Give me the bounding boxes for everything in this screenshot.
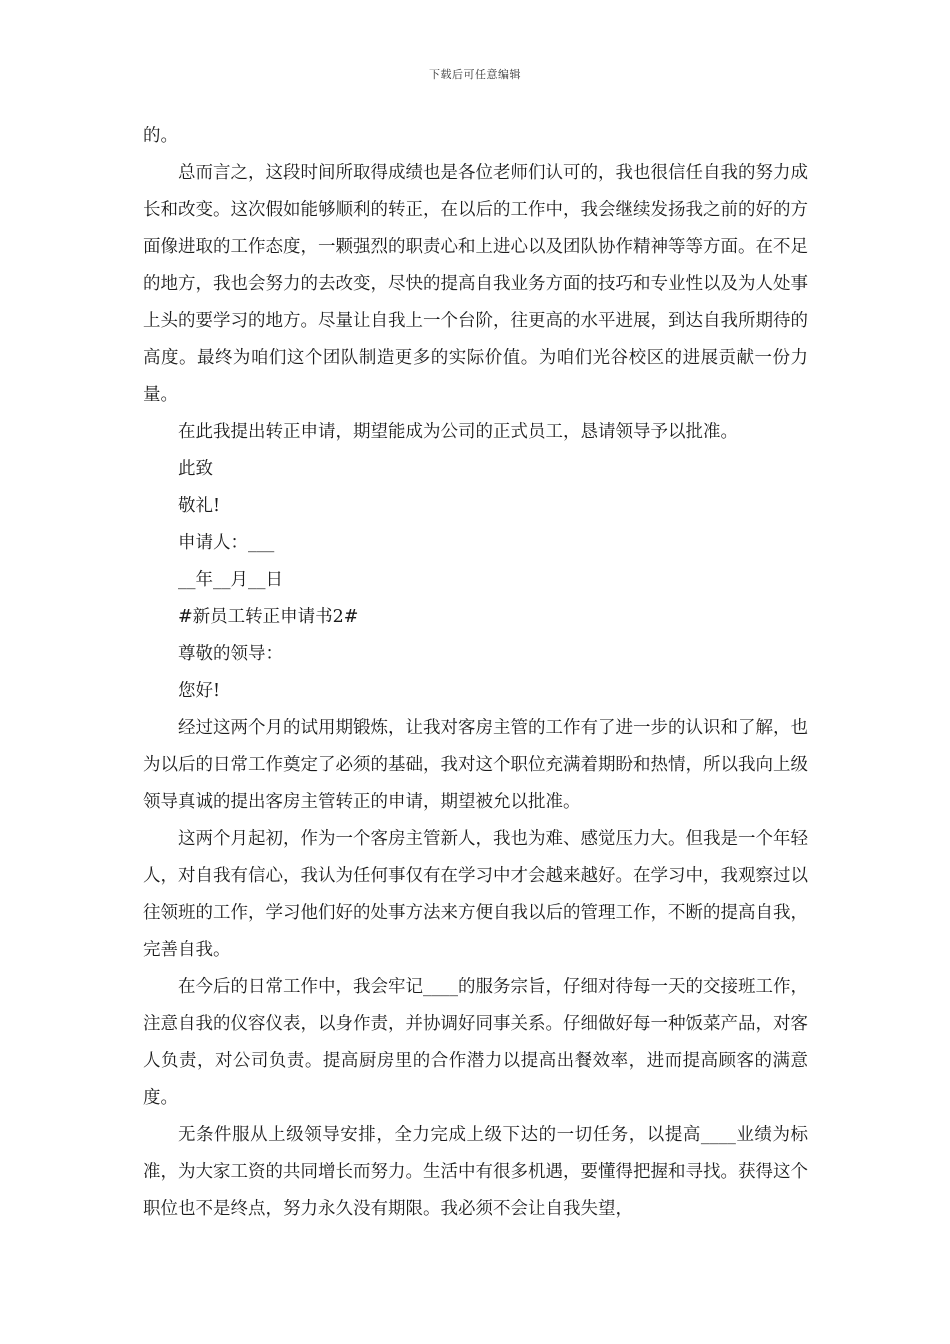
applicant-line: 申请人：___	[178, 533, 275, 553]
closing-regards: 敬礼!	[178, 496, 221, 516]
greeting: 尊敬的领导：	[178, 644, 283, 664]
greeting-hello: 您好!	[178, 681, 221, 701]
closing-salutation: 此致	[178, 459, 213, 479]
paragraph: 在此我提出转正申请，期望能成为公司的正式员工，恳请领导予以批准。	[178, 422, 738, 442]
paragraph: 总而言之，这段时间所取得成绩也是各位老师们认可的，我也很信任自我的努力成长和改变。这次假如能够顺利的转正，在以后的工作中，我会继续发扬我之前的好的方面像进取的工作态度，一颗强烈的职责心和上进心以及团队协作精神等等方面。在不足的地方，我也会努力的去改变，尽快的提高自我业务方面的技巧和专业性以及为人处事上头的要学习的地方。尽量让自我上一个台阶，往更高的水平进展，到达自我所期待的高度。最终为咱们这个团队制造更多的实际价值。为咱们光谷校区的进展贡献一份力量。	[143, 163, 808, 405]
paragraph: 经过这两个月的试用期锻炼，让我对客房主管的工作有了进一步的认识和了解，也为以后的日常工作奠定了必须的基础，我对这个职位充满着期盼和热情，所以我向上级领导真诚的提出客房主管转正的申请，期望被允以批准。	[143, 718, 808, 812]
paragraph: 这两个月起初，作为一个客房主管新人，我也为难、感觉压力大。但我是一个年轻人，对自我有信心，我认为任何事仅有在学习中才会越来越好。在学习中，我观察过以往领班的工作，学习他们好的处事方法来方便自我以后的管理工作，不断的提高自我，完善自我。	[143, 829, 808, 960]
page-header: 下载后可任意编辑	[429, 68, 521, 81]
paragraph: 无条件服从上级领导安排，全力完成上级下达的一切任务，以提高____业绩为标准，为大家工资的共同增长而努力。生活中有很多机遇，要懂得把握和寻找。获得这个职位也不是终点，努力永久没有期限。我必须不会让自我失望，	[143, 1125, 808, 1219]
section-title: #新员工转正申请书2#	[178, 607, 359, 627]
document-body	[143, 118, 808, 1228]
paragraph: 在今后的日常工作中，我会牢记____的服务宗旨，仔细对待每一天的交接班工作，注意自我的仪容仪表，以身作责，并协调好同事关系。仔细做好每一种饭菜产品，对客人负责，对公司负责。提高厨房里的合作潜力以提高出餐效率，进而提高顾客的满意度。	[143, 977, 808, 1108]
paragraph: 的。	[143, 126, 178, 146]
date-line: __年__月__日	[178, 570, 283, 590]
